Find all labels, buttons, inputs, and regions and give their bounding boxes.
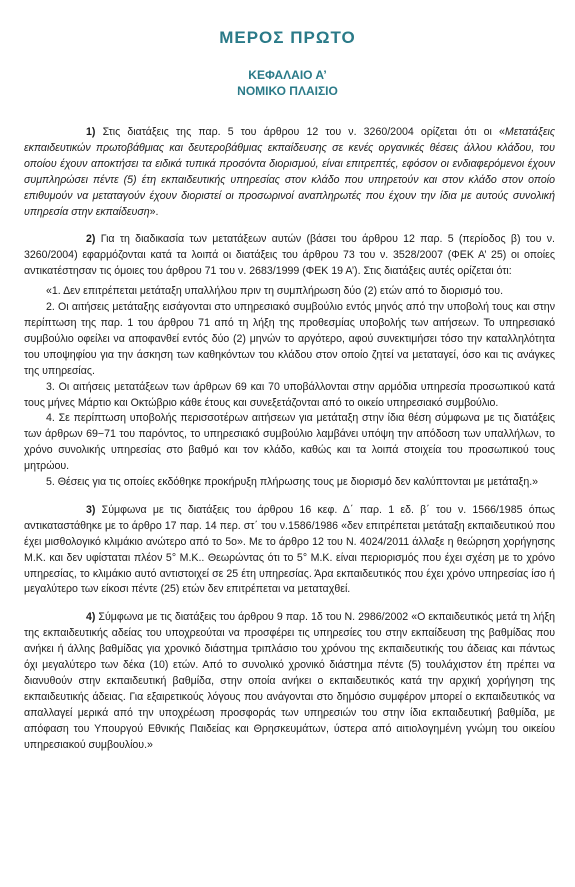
list-item: 4. Σε περίπτωση υποβολής περισσοτέρων αιτήσεων για μετάταξη στην ίδια θέση σύμφωνα με τις διατάξεις των άρθρων 69−71 του παρόντος, το υπηρεσιακό συμβούλιο λαμβάνει υπόψη την απόδοση των υπαλλήλων, το χρόνο συνολικής υπηρεσίας στο βαθμό και τον κλάδο, καθώς και τα λοιπά στοιχεία του προσωπικού τους μητρώου. bbox=[24, 412, 555, 473]
paragraph-number: 3) bbox=[86, 503, 96, 516]
paragraph-text: Στις διατάξεις της παρ. 5 του άρθρου 12 του ν. 3260/2004 ορίζεται ότι οι « bbox=[95, 126, 505, 138]
paragraph-number: 2) bbox=[86, 233, 96, 246]
list-item: 3. Οι αιτήσεις μετατάξεων των άρθρων 69 και 70 υποβάλλονται στην αρμόδια υπηρεσία προσωπικού κατά τους μήνες Μάρτιο και Οκτώβριο κάθε έτους και συνεξετάζονται από το οικείο υπηρεσιακό συμβούλιο. bbox=[24, 380, 555, 409]
list-item: 5. Θέσεις για τις οποίες εκδόθηκε προκήρυξη πλήρωσης τους με διορισμό δεν καλύπτονται με μετάταξη.» bbox=[46, 476, 539, 489]
document-body bbox=[24, 125, 555, 766]
chapter-heading: ΚΕΦΑΛΑΙΟ Α’ bbox=[248, 68, 327, 82]
paragraph-text: Για τη διαδικασία των μετατάξεων αυτών (βάσει του άρθρου 12 παρ. 5 (περίοδος β) του ν. 3260/2004) εφαρμόζονται κατά τα λοιπά οι διατάξεις του άρθρου 73 του ν. 3528/2007 (ΦΕΚ Α’ 25) οι οποίες αντικατέστησαν τις όμοιες του άρθρου 71 του ν. 2683/1999 (ΦΕΚ 19 Α’). Στις διατάξεις αυτές ορίζεται ότι: bbox=[24, 233, 555, 278]
paragraph-text: ». bbox=[149, 205, 159, 218]
paragraph-3 bbox=[24, 503, 555, 598]
paragraph-1 bbox=[24, 125, 555, 220]
paragraph-number: 1) bbox=[86, 126, 96, 138]
list-item: 2. Οι αιτήσεις μετάταξης εισάγονται στο υπηρεσιακό συμβούλιο εντός μηνός από την υποβολή τους και στην περίπτωση της παρ. 1 του άρθρου 71 από τη λήξη της προθεσμίας υποβολής των αιτήσεων. Το υπηρεσιακό συμβούλιο οφείλει να αποφανθεί εντός δύο (2) μηνών το αργότερο, αφού συνεκτιμήσει τόσο την καταλληλότητα του υποψηφίου για την άσκηση των καθηκόντων του κλάδου στον οποίο ζητεί να μεταταγεί, όσο και τις ανάγκες της υπηρεσίας. bbox=[24, 301, 555, 377]
paragraph-number: 4) bbox=[86, 611, 96, 624]
chapter-title: ΝΟΜΙΚΟ ΠΛΑΙΣΙΟ bbox=[237, 84, 338, 98]
paragraph-2 bbox=[24, 232, 555, 280]
paragraph-text: Σύμφωνα με τις διατάξεις του άρθρου 16 κεφ. Δ΄ παρ. 1 εδ. β΄ του ν. 1566/1985 όπως αντικαταστάθηκε με το άρθρο 17 παρ. 14 περ. στ΄ του ν.1586/1986 «δεν επιτρέπεται μετάταξη εκπαιδευτικού που έχει μισθολογικό κλιμάκιο ανώτερο από το 5ο». Με το άρθρο 12 του Ν. 4024/2011 άλλαξε η θεώρηση χορήγησης Μ.Κ. και δεν υφίσταται πλέον 5° Μ.Κ.. Θεωρώντας ότι το 5° Μ.Κ. είναι περιορισμός που έχει σχέση με το χρόνο υπηρεσίας, το κλιμάκιο αυτό αντιστοιχεί σε 25 έτη υπηρεσίας. Άρα εκπαιδευτικός που έχει χρόνο υπηρεσίας ίσο ή μεγαλύτερο των είκοσι πέντε (25) ετών δεν επιτρέπεται να μεταταχθεί. bbox=[24, 503, 555, 596]
part-title: ΜΕΡΟΣ ΠΡΩΤΟ bbox=[219, 28, 356, 47]
list-item: «1. Δεν επιτρέπεται μετάταξη υπαλλήλου πριν τη συμπλήρωση δύο (2) ετών από το διορισμό του. bbox=[46, 285, 504, 298]
paragraph-text: Σύμφωνα με τις διατάξεις του άρθρου 9 παρ. 1δ του Ν. 2986/2002 «Ο εκπαιδευτικός μετά τη λήξη της εκπαιδευτικής αδείας του υποχρεούται να προσφέρει τις υπηρεσίες του στην εκπαίδευση της βαθμίδας που ανήκει ή άλλης βαθμίδας για χρονικό διάστημα τριπλάσιο του χρόνου της εκπαιδευτικής του άδειας και πάντως όχι μεγαλύτερο των δέκα (10) ετών. Από το συνολικό χρονικό διάστημα πέντε (5) τουλάχιστον έτη πρέπει να διανυθούν στην εκπαιδευτική βαθμίδα, στην οποία ανήκει ο εκπαιδευτικός κατά την αρχική χορήγηση της εκπαιδευτικής άδειας. Για εξαιρετικούς λόγους που ανάγονται στο δημόσιο συμφέρον μπορεί ο εκπαιδευτικός να απαλλαγεί μερικά από την υποχρέωση προσφοράς των υπηρεσιών του στην ίδια εκπαιδευτική βαθμίδα, με απόφαση του Υπουργού Εθνικής Παιδείας και Θρησκευμάτων, ύστερα από αιτιολογημένη γνώμη του οικείου υπηρεσιακού συμβουλίου.» bbox=[24, 611, 555, 751]
paragraph-4 bbox=[24, 610, 555, 753]
quoted-text: Μετατάξεις εκπαιδευτικών πρωτοβάθμιας και δευτεροβάθμιας εκπαίδευσης σε κενές οργανικές θέσεις άλλου κλάδου, του οποίου έχουν αποκτήσει τα ειδικά τυπικά προσόντα διορισμού, είναι επιτρεπτές, εφόσον οι ενδιαφερόμενοι έχουν συμπληρώσει πέντε (5) έτη εκπαιδευτικής υπηρεσίας στον κλάδο που υπηρετούν και στον κλάδο στον οποίο επιθυμούν να μεταταγούν έχουν διοριστεί οι προσωρινοί αναπληρωτές που έχουν την ίδια με αυτούς συνολική υπηρεσία στην εκπαίδευση bbox=[24, 126, 555, 218]
